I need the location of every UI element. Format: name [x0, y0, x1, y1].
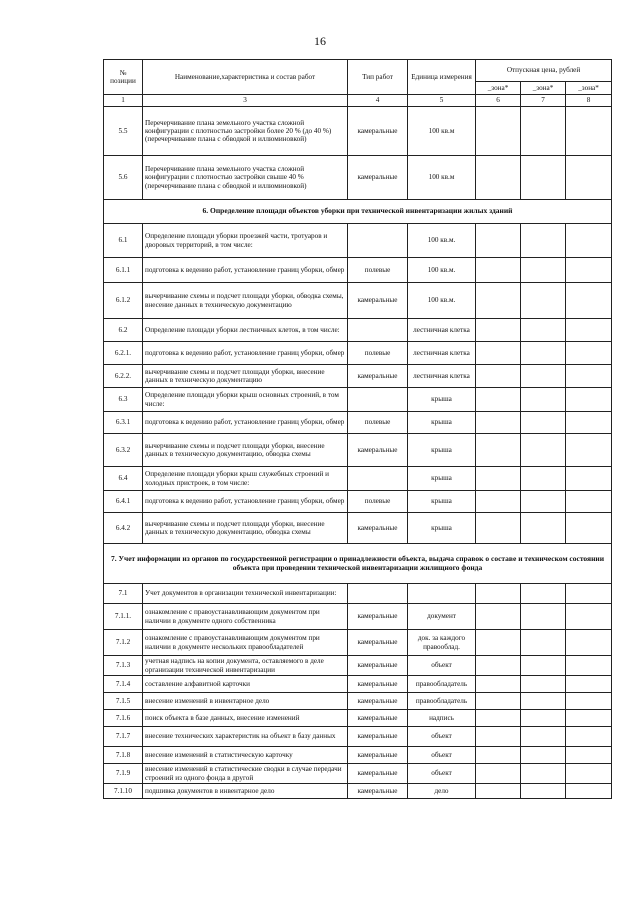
row-work-type: камеральные — [348, 630, 408, 656]
table-row — [104, 319, 612, 342]
row-price-zone — [521, 764, 566, 784]
row-work-type: камеральные — [348, 676, 408, 693]
row-price-zone — [476, 491, 521, 513]
row-price-zone — [521, 727, 566, 747]
row-price-zone — [566, 584, 612, 604]
table-row — [104, 107, 612, 156]
row-price-zone — [476, 513, 521, 544]
page-number: 16 — [314, 34, 326, 48]
row-position: 7.1.2 — [104, 630, 143, 656]
row-description: Определение площади уборки проезжей части, тротуаров и дворовых территорий, в том числе: — [143, 224, 348, 258]
header-pos: № позиции — [104, 60, 143, 95]
row-description: ознакомление с правоустанавливающим документом при наличии в документе нескольких правообладателей — [143, 630, 348, 656]
row-price-zone — [566, 156, 612, 200]
row-work-type — [348, 224, 408, 258]
row-price-zone — [476, 710, 521, 727]
row-price-zone — [476, 412, 521, 434]
row-price-zone — [476, 630, 521, 656]
row-price-zone — [566, 258, 612, 283]
row-description: Определение площади уборки лестничных клеток, в том числе: — [143, 319, 348, 342]
row-price-zone — [521, 710, 566, 727]
row-price-zone — [566, 342, 612, 365]
row-unit — [408, 584, 476, 604]
row-unit: правообладатель — [408, 693, 476, 710]
row-price-zone — [521, 365, 566, 388]
row-price-zone — [566, 513, 612, 544]
row-price-zone — [521, 784, 566, 799]
row-price-zone — [521, 224, 566, 258]
row-work-type: камеральные — [348, 365, 408, 388]
row-position: 6.1.1 — [104, 258, 143, 283]
row-price-zone — [566, 630, 612, 656]
row-price-zone — [566, 747, 612, 764]
row-unit: объект — [408, 727, 476, 747]
row-description: внесение технических характеристик на объект в базу данных — [143, 727, 348, 747]
row-position: 6.4.2 — [104, 513, 143, 544]
row-description: Учет документов в организации технической инвентаризации: — [143, 584, 348, 604]
row-position: 6.3.2 — [104, 434, 143, 467]
row-description: подготовка к ведению работ, установление границ уборки, обмер — [143, 412, 348, 434]
table-row — [104, 676, 612, 693]
row-price-zone — [566, 491, 612, 513]
row-description: подшивка документов в инвентарное дело — [143, 784, 348, 799]
row-price-zone — [566, 604, 612, 630]
table-row — [104, 156, 612, 200]
row-unit: 100 кв.м. — [408, 283, 476, 319]
row-price-zone — [476, 747, 521, 764]
header-type: Тип работ — [348, 60, 408, 95]
table-row — [104, 630, 612, 656]
row-description: внесение изменений в статистическую карточку — [143, 747, 348, 764]
row-price-zone — [521, 513, 566, 544]
row-description: подготовка к ведению работ, установление границ уборки, обмер — [143, 258, 348, 283]
row-position: 6.1.2 — [104, 283, 143, 319]
col-number: 5 — [408, 95, 476, 107]
col-number: 6 — [476, 95, 521, 107]
row-price-zone — [476, 434, 521, 467]
row-unit: 100 кв.м. — [408, 258, 476, 283]
row-price-zone — [521, 656, 566, 676]
row-description: внесение изменений в инвентарное дело — [143, 693, 348, 710]
row-price-zone — [566, 434, 612, 467]
row-price-zone — [566, 319, 612, 342]
table-row — [104, 604, 612, 630]
row-price-zone — [566, 107, 612, 156]
row-unit: крыша — [408, 491, 476, 513]
row-work-type — [348, 319, 408, 342]
col-number: 3 — [143, 95, 348, 107]
row-description: подготовка к ведению работ, установление границ уборки, обмер — [143, 342, 348, 365]
row-description: Определение площади уборки крыш основных строений, в том числе: — [143, 388, 348, 412]
row-position: 6.4.1 — [104, 491, 143, 513]
row-unit: объект — [408, 747, 476, 764]
row-price-zone — [566, 365, 612, 388]
row-unit: крыша — [408, 388, 476, 412]
row-work-type: полевые — [348, 412, 408, 434]
row-work-type: камеральные — [348, 727, 408, 747]
row-position: 7.1.4 — [104, 676, 143, 693]
row-unit: 100 кв.м. — [408, 224, 476, 258]
row-price-zone — [566, 224, 612, 258]
row-price-zone — [476, 258, 521, 283]
row-price-zone — [476, 467, 521, 491]
row-price-zone — [521, 283, 566, 319]
row-position: 5.5 — [104, 107, 143, 156]
price-table — [103, 59, 612, 799]
row-unit: документ — [408, 604, 476, 630]
column-numbering-row — [104, 95, 612, 107]
row-unit: правообладатель — [408, 676, 476, 693]
row-price-zone — [521, 491, 566, 513]
row-price-zone — [566, 656, 612, 676]
row-price-zone — [521, 434, 566, 467]
row-work-type: полевые — [348, 258, 408, 283]
row-price-zone — [521, 604, 566, 630]
header-zone: _зона* — [566, 82, 612, 95]
row-unit: лестничная клетка — [408, 319, 476, 342]
row-position: 7.1.8 — [104, 747, 143, 764]
table-row — [104, 283, 612, 319]
section-heading: 6. Определение площади объектов уборки при технической инвентаризации жилых зданий — [104, 200, 612, 224]
table-row — [104, 693, 612, 710]
table-row — [104, 224, 612, 258]
row-unit: лестничная клетка — [408, 365, 476, 388]
table-row — [104, 491, 612, 513]
row-position: 6.1 — [104, 224, 143, 258]
row-price-zone — [476, 584, 521, 604]
row-price-zone — [521, 258, 566, 283]
row-position: 6.3 — [104, 388, 143, 412]
row-work-type: камеральные — [348, 747, 408, 764]
table-row — [104, 727, 612, 747]
row-price-zone — [476, 727, 521, 747]
table-row — [104, 747, 612, 764]
row-price-zone — [476, 676, 521, 693]
row-position: 7.1.5 — [104, 693, 143, 710]
table-row — [104, 412, 612, 434]
row-position: 7.1 — [104, 584, 143, 604]
row-price-zone — [521, 630, 566, 656]
row-price-zone — [476, 224, 521, 258]
col-number: 8 — [566, 95, 612, 107]
row-unit: док. за каждого правооблад. — [408, 630, 476, 656]
row-price-zone — [476, 319, 521, 342]
table-row — [104, 365, 612, 388]
row-position: 6.4 — [104, 467, 143, 491]
table-row — [104, 584, 612, 604]
table-row — [104, 656, 612, 676]
row-unit: крыша — [408, 467, 476, 491]
row-work-type: камеральные — [348, 710, 408, 727]
row-description: поиск объекта в базе данных, внесение изменений — [143, 710, 348, 727]
row-work-type: полевые — [348, 491, 408, 513]
row-price-zone — [566, 784, 612, 799]
row-price-zone — [521, 676, 566, 693]
row-position: 5.6 — [104, 156, 143, 200]
row-price-zone — [521, 156, 566, 200]
row-description: подготовка к ведению работ, установление границ уборки, обмер — [143, 491, 348, 513]
row-work-type — [348, 467, 408, 491]
row-unit: дело — [408, 784, 476, 799]
row-description: вычерчивание схемы и подсчет площади уборки, обводка схемы, внесение данных в техническую документацию — [143, 283, 348, 319]
row-price-zone — [476, 693, 521, 710]
row-work-type: камеральные — [348, 656, 408, 676]
row-work-type: камеральные — [348, 764, 408, 784]
row-work-type — [348, 388, 408, 412]
row-price-zone — [566, 764, 612, 784]
section-heading: 7. Учет информации из органов по государственной регистрации о принадлежности объекта, выдача справок о составе и техническом состоянии объекта при проведении технической инвентаризации жилищного фонда — [104, 544, 612, 584]
row-description: Определение площади уборки крыш служебных строений и холодных пристроек, в том числе: — [143, 467, 348, 491]
row-price-zone — [566, 388, 612, 412]
row-price-zone — [521, 412, 566, 434]
row-price-zone — [521, 693, 566, 710]
row-unit: надпись — [408, 710, 476, 727]
row-description: Перечерчивание плана земельного участка сложной конфигурации с плотностью застройки более 20 % (до 40 %) (перечерчивание плана с обводкой и иллюминовкой) — [143, 107, 348, 156]
table-row — [104, 513, 612, 544]
table-row — [104, 764, 612, 784]
row-description: Перечерчивание плана земельного участка сложной конфигурации с плотностью застройки свыше 40 % (перечерчивание плана с обводкой и иллюминовкой) — [143, 156, 348, 200]
row-work-type: камеральные — [348, 693, 408, 710]
table-row — [104, 258, 612, 283]
row-description: учетная надпись на копии документа, оставляемого в деле организации технической инвентаризации — [143, 656, 348, 676]
row-work-type: камеральные — [348, 156, 408, 200]
row-position: 7.1.6 — [104, 710, 143, 727]
row-unit: крыша — [408, 513, 476, 544]
row-position: 7.1.7 — [104, 727, 143, 747]
row-price-zone — [521, 467, 566, 491]
row-work-type — [348, 584, 408, 604]
row-unit: 100 кв.м — [408, 107, 476, 156]
row-position: 7.1.1. — [104, 604, 143, 630]
row-price-zone — [566, 710, 612, 727]
row-work-type: камеральные — [348, 434, 408, 467]
row-unit: объект — [408, 656, 476, 676]
header-zone: _зона* — [476, 82, 521, 95]
col-number: 7 — [521, 95, 566, 107]
row-price-zone — [566, 412, 612, 434]
table-row — [104, 434, 612, 467]
row-price-zone — [566, 283, 612, 319]
row-price-zone — [476, 283, 521, 319]
row-price-zone — [476, 784, 521, 799]
table-row — [104, 710, 612, 727]
header-price: Отпускная цена, рублей — [476, 60, 612, 82]
header-name: Наименование,характеристика и состав работ — [143, 60, 348, 95]
row-position: 6.2 — [104, 319, 143, 342]
row-position: 7.1.9 — [104, 764, 143, 784]
row-price-zone — [566, 693, 612, 710]
row-price-zone — [521, 388, 566, 412]
row-position: 7.1.3 — [104, 656, 143, 676]
row-work-type: полевые — [348, 342, 408, 365]
row-price-zone — [476, 342, 521, 365]
row-work-type: камеральные — [348, 513, 408, 544]
row-position: 6.2.1. — [104, 342, 143, 365]
row-price-zone — [476, 107, 521, 156]
table-row — [104, 784, 612, 799]
row-price-zone — [521, 319, 566, 342]
row-description: внесение изменений в статистические сводки в случае передачи строений из одного фонда в другой — [143, 764, 348, 784]
header-zone: _зона* — [521, 82, 566, 95]
row-unit: крыша — [408, 412, 476, 434]
row-work-type: камеральные — [348, 107, 408, 156]
row-price-zone — [476, 764, 521, 784]
row-work-type: камеральные — [348, 604, 408, 630]
row-price-zone — [566, 727, 612, 747]
row-description: вычерчивание схемы и подсчет площади уборки, внесение данных в техническую документацию, обводка схемы — [143, 513, 348, 544]
row-description: вычерчивание схемы и подсчет площади уборки, внесение данных в техническую документацию — [143, 365, 348, 388]
row-price-zone — [476, 604, 521, 630]
row-price-zone — [476, 365, 521, 388]
row-unit: 100 кв.м — [408, 156, 476, 200]
row-price-zone — [476, 656, 521, 676]
row-position: 6.3.1 — [104, 412, 143, 434]
row-price-zone — [476, 156, 521, 200]
row-description: составление алфавитной карточки — [143, 676, 348, 693]
table-row — [104, 467, 612, 491]
header-unit: Единица измерения — [408, 60, 476, 95]
row-description: вычерчивание схемы и подсчет площади уборки, внесение данных в техническую документацию, обводка схемы — [143, 434, 348, 467]
row-price-zone — [476, 388, 521, 412]
row-unit: объект — [408, 764, 476, 784]
row-price-zone — [521, 342, 566, 365]
row-price-zone — [521, 584, 566, 604]
row-work-type: камеральные — [348, 283, 408, 319]
row-work-type: камеральные — [348, 784, 408, 799]
row-price-zone — [521, 747, 566, 764]
row-price-zone — [566, 467, 612, 491]
col-number: 1 — [104, 95, 143, 107]
row-description: ознакомление с правоустанавливающим документом при наличии в документе одного собственника — [143, 604, 348, 630]
col-number: 4 — [348, 95, 408, 107]
row-unit: крыша — [408, 434, 476, 467]
row-price-zone — [566, 676, 612, 693]
row-price-zone — [521, 107, 566, 156]
row-unit: лестничная клетка — [408, 342, 476, 365]
row-position: 7.1.10 — [104, 784, 143, 799]
row-position: 6.2.2. — [104, 365, 143, 388]
table-row — [104, 342, 612, 365]
table-row — [104, 388, 612, 412]
